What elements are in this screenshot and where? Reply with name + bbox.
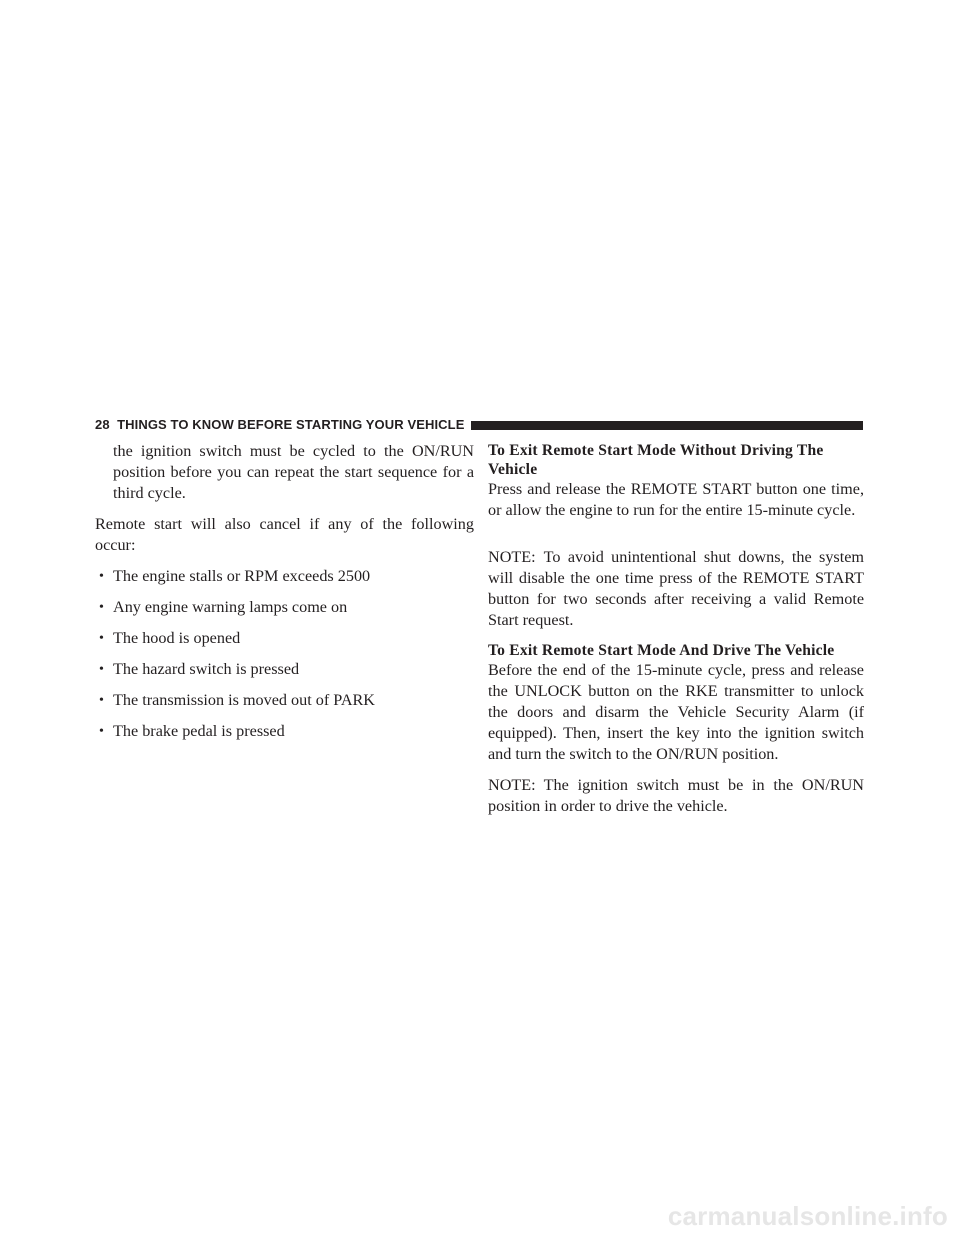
list-item-text: The transmission is moved out of PARK [113,691,376,709]
chapter-title: THINGS TO KNOW BEFORE STARTING YOUR VEHICLE [117,417,465,432]
note-text: To avoid unintentional shut downs, the system will disable the one time press of the REMOTE START button for two seconds after receiving a valid Remote Start request. [488,548,864,629]
right-column [488,441,864,827]
page-header-text [95,416,464,434]
list-item [95,690,474,711]
note-text: The ignition switch must be in the ON/RUN position in order to drive the vehicle. [488,776,864,815]
section-body-exit-without-driving: Press and release the REMOTE START button one time, or allow the engine to run for the entire 15-minute cycle. [488,480,864,519]
bullet-icon: • [99,662,104,677]
bullet-icon: • [99,569,104,584]
bullet-icon: • [99,631,104,646]
bullet-icon: • [99,693,104,708]
cancel-conditions-list [95,566,474,742]
section-heading-exit-without-driving: To Exit Remote Start Mode Without Driving The Vehicle [488,442,824,478]
note-label: NOTE: [488,776,536,794]
cancel-conditions-intro: Remote start will also cancel if any of the following occur: [95,515,474,554]
continuation-paragraph: the ignition switch must be cycled to the ON/RUN position before you can repeat the start sequence for a third cycle. [113,442,474,502]
list-item-text: The brake pedal is pressed [113,722,285,740]
list-item [95,721,474,742]
note-label: NOTE: [488,548,536,566]
list-item [95,566,474,587]
left-column [95,441,474,752]
page-header [95,416,863,434]
bullet-icon: • [99,724,104,739]
list-item-text: The hood is opened [113,629,241,647]
bullet-icon: • [99,600,104,615]
note-paragraph-ignition [488,775,864,817]
list-item-text: The engine stalls or RPM exceeds 2500 [113,567,371,585]
page-number: 28 [95,417,110,432]
header-rule [471,421,863,430]
list-item [95,659,474,680]
note-paragraph-shutdown [488,547,864,631]
section-body-exit-and-drive: Before the end of the 15-minute cycle, press and release the UNLOCK button on the RKE transmitter to unlock the doors and disarm the Vehicle Security Alarm (if equipped). Then, insert the key into the ignition switch and turn the switch to the ON/RUN position. [488,661,864,763]
list-item-text: The hazard switch is pressed [113,660,300,678]
section-heading-exit-and-drive: To Exit Remote Start Mode And Drive The Vehicle [488,642,835,659]
list-item-text: Any engine warning lamps come on [113,598,348,616]
watermark: carmanualsonline.info [667,1201,948,1231]
list-item [95,597,474,618]
list-item [95,628,474,649]
